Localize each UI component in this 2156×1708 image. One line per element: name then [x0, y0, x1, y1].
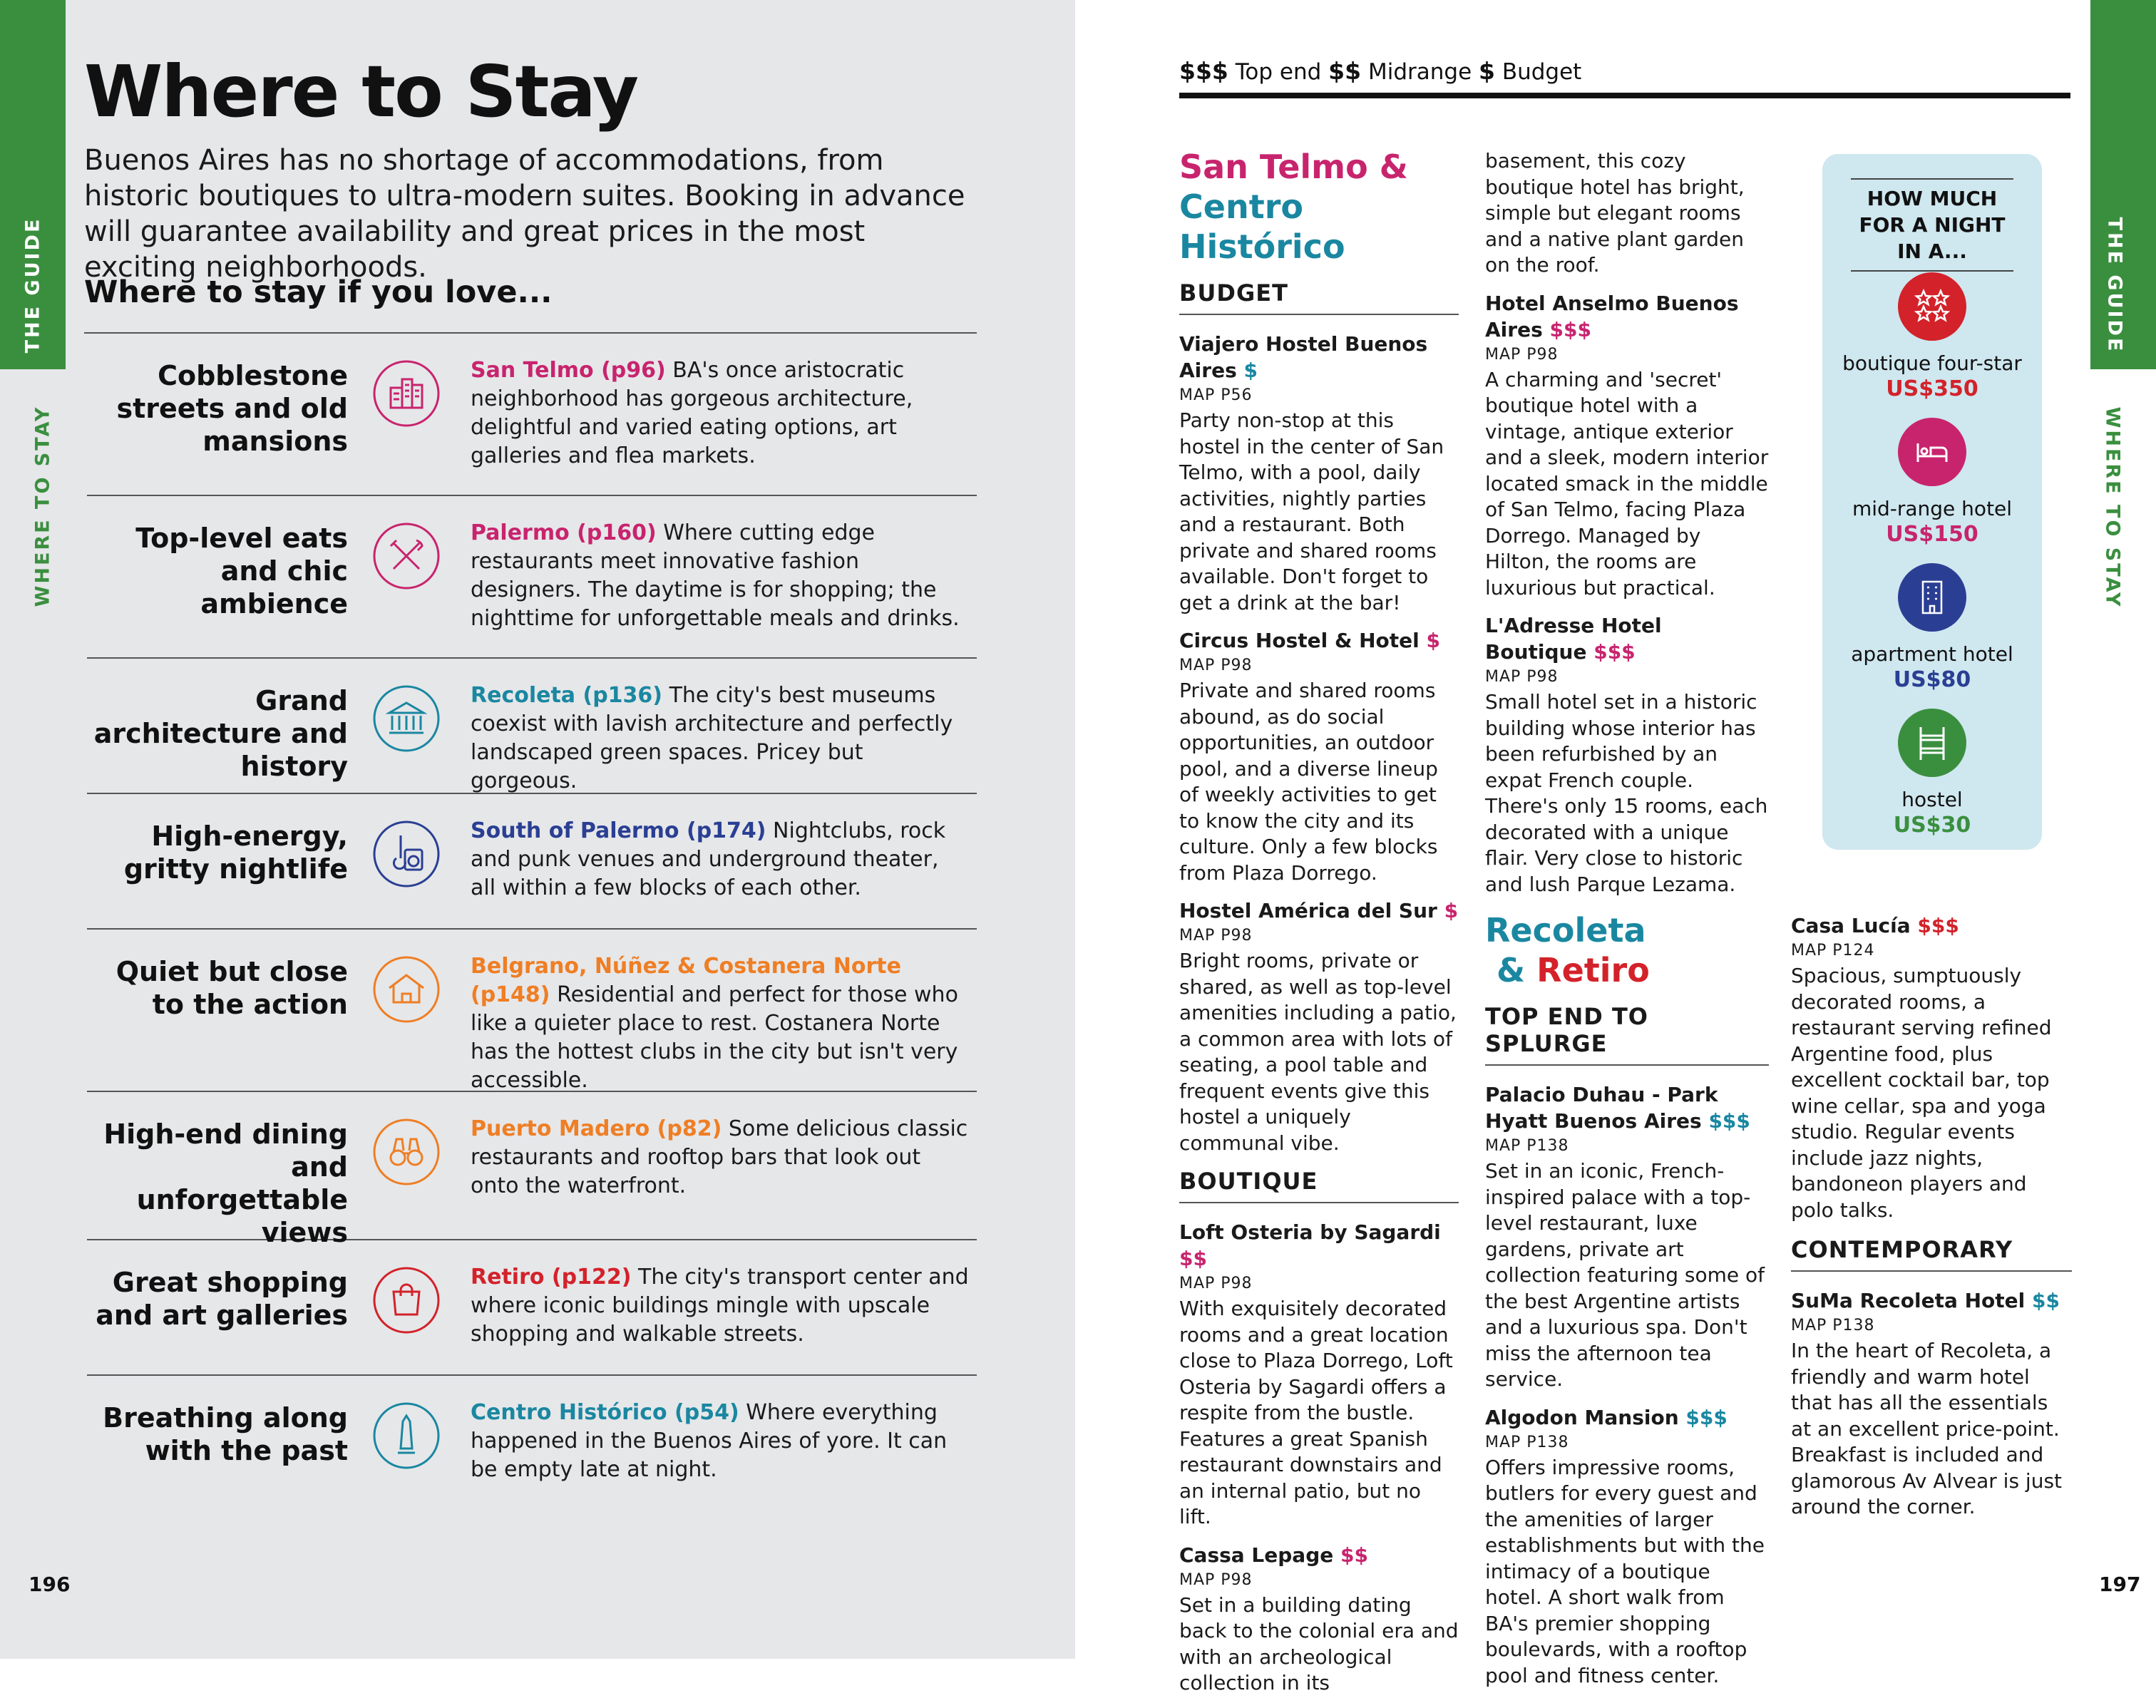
area-heading-a: Recoleta: [1485, 911, 1646, 950]
sidebar-item-price: US$80: [1893, 667, 1971, 692]
love-row-place[interactable]: Palermo (p160): [471, 520, 657, 545]
hotel-name: SuMa Recoleta Hotel: [1791, 1289, 2026, 1312]
sidebar-item-price: US$150: [1886, 522, 1978, 547]
hotel-entry: [1179, 1219, 1459, 1530]
map-ref[interactable]: MAP P124: [1791, 942, 1875, 960]
love-row-desc: The city's best museums coexist with lavish architecture and perfectly landscaped green spaces. Pricey but gorgeous.: [471, 683, 953, 793]
house-icon: [372, 955, 441, 1024]
love-row: [87, 1092, 977, 1248]
page-title: Where to Stay: [84, 50, 638, 133]
map-ref[interactable]: MAP P98: [1179, 657, 1253, 674]
sidebar-item: [1822, 418, 2042, 547]
love-row-place[interactable]: Retiro (p122): [471, 1265, 632, 1290]
map-ref[interactable]: MAP P98: [1485, 345, 1559, 364]
hotel-entry: [1485, 1404, 1769, 1689]
love-row-place[interactable]: San Telmo (p96): [471, 358, 666, 383]
price-tag: $: [1426, 629, 1440, 652]
side-tab-guide-right: THE GUIDE: [2103, 217, 2126, 354]
shopping-bag-icon: [372, 1266, 441, 1334]
legend-rule: [1179, 93, 2070, 98]
love-row-desc: The city's transport center and where iconic buildings mingle with upscale shopping and walkable streets.: [471, 1265, 969, 1347]
area-heading-line1: San Telmo &: [1179, 148, 1408, 186]
hotel-desc: Bright rooms, private or shared, as well as top-level amenities including a patio, a common area with lots of seating, a pool table and frequent events give this hostel a uniquely communal vibe.: [1179, 949, 1457, 1155]
map-ref[interactable]: MAP P98: [1485, 668, 1559, 686]
legend-top-end-symbol: $$$: [1179, 57, 1228, 85]
legend-budget-symbol: $: [1479, 57, 1495, 85]
hotel-desc: Set in a building dating back to the colonial era and with an archeological collection in its: [1179, 1593, 1459, 1694]
hotel-desc: Small hotel set in a historic building whose interior has been refurbished by an expat French couple. There's only 15 rooms, each decorated with a unique flair. Very close to historic and lush Parque Lezama.: [1485, 690, 1768, 896]
fork-knife-icon: [372, 522, 441, 590]
hotel-entry: [1485, 290, 1769, 602]
apartment-building-icon: [1898, 563, 1966, 632]
map-ref[interactable]: MAP P138: [1485, 1433, 1569, 1451]
category-heading: TOP END TO SPLURGE: [1485, 1003, 1769, 1066]
price-legend: [1179, 57, 1581, 85]
love-row: [87, 794, 977, 930]
hotel-desc: In the heart of Recoleta, a friendly and warm hotel that has all the essentials at an excellent price-point. Breakfast is included and glamorous Av Alvear is just around the corner.: [1791, 1339, 2063, 1518]
hotel-name: Hotel Anselmo Buenos Aires: [1485, 291, 1739, 341]
price-tag: $$: [1179, 1247, 1207, 1270]
price-tag: $$$: [1549, 317, 1591, 341]
hotel-desc: Spacious, sumptuously decorated rooms, a restaurant serving refined Argentine food, plus excellent cocktail bar, top wine cellar, spa and yoga studio. Regular events include jazz nights, bandoneon players and polo talks.: [1791, 964, 2052, 1222]
price-tag: $$: [1340, 1543, 1368, 1567]
love-row: [87, 334, 977, 496]
love-row-label: Cobblestone streets and old mansions: [116, 360, 348, 457]
hotel-name: Circus Hostel & Hotel: [1179, 629, 1420, 652]
sidebar-item: [1822, 709, 2042, 838]
legend-midrange-symbol: $$: [1328, 57, 1362, 85]
hotel-desc: A charming and 'secret' boutique hotel with a vintage, antique exterior and a sleek, modern interior located smack in the middle of San Telmo, facing Plaza Dorrego. Managed by Hilton, the rooms are luxurious but practical.: [1485, 367, 1769, 600]
love-row-label: Great shopping and art galleries: [96, 1267, 348, 1331]
love-row: [87, 930, 977, 1092]
love-row-label: Top-level eats and chic ambience: [135, 523, 348, 619]
hotel-entry: [1485, 1081, 1769, 1393]
area-heading-b: Retiro: [1536, 951, 1650, 989]
love-row-text: [471, 952, 970, 1095]
love-row-desc: Some delicious classic restaurants and rooftop bars that look out onto the waterfront.: [471, 1116, 968, 1198]
price-tag: $$$: [1593, 640, 1636, 664]
price-tag: $: [1243, 359, 1258, 382]
sidebar-title: HOW MUCH FOR A NIGHT IN A...: [1851, 178, 2013, 272]
obelisk-icon: [372, 1401, 441, 1470]
love-row-label: Grand architecture and history: [93, 685, 348, 782]
price-sidebar: [1822, 154, 2042, 850]
guitar-speaker-icon: [372, 820, 441, 888]
love-row-desc: Residential and perfect for those who like a quieter place to rest. Costanera Norte has the hottest clubs in the city but isn't very accessible.: [471, 982, 958, 1093]
map-ref[interactable]: MAP P98: [1179, 1275, 1253, 1292]
love-row-desc: BA's once aristocratic neighborhood has gorgeous architecture, delightful and varied eating options, art galleries and flea markets.: [471, 358, 913, 468]
love-row-text: [471, 1399, 970, 1484]
hotel-entry: [1179, 897, 1459, 1156]
hotel-desc: Party non-stop at this hostel in the center of San Telmo, with a pool, daily activities, nightly parties and a restaurant. Both private and shared rooms available. Don't forget to get a drink at the bar!: [1179, 408, 1444, 614]
sidebar-item-label: hostel: [1901, 788, 1963, 811]
love-row-text: [471, 681, 970, 796]
category-heading: BUDGET: [1179, 279, 1459, 315]
love-row-text: [471, 817, 970, 902]
love-row-text: [471, 1115, 970, 1200]
hotel-name: Viajero Hostel Buenos Aires: [1179, 332, 1428, 382]
intro-text: Buenos Aires has no shortage of accommodations, from historic boutiques to ultra-modern suites. Booking in advance will guarantee availability and great prices in the most exciting neighborhoods.: [84, 144, 965, 284]
love-row-place[interactable]: Puerto Madero (p82): [471, 1116, 722, 1141]
love-row-place[interactable]: Belgrano, Núñez & Costanera Norte (p148): [471, 954, 901, 1007]
hotel-desc: Private and shared rooms abound, as do social opportunities, an outdoor pool, and a diverse lineup of weekly activities to get to know the city and its culture. Only a few blocks from Plaza Dorrego.: [1179, 679, 1438, 885]
love-row: [87, 1376, 977, 1511]
price-tag: $$$: [1708, 1109, 1750, 1133]
hotel-entry: [1791, 1287, 2072, 1521]
sidebar-item: [1822, 563, 2042, 693]
sidebar-item-label: apartment hotel: [1851, 642, 2013, 666]
love-row-place[interactable]: Centro Histórico (p54): [471, 1400, 739, 1425]
love-row: [87, 1240, 977, 1376]
price-tag: $$$: [1685, 1405, 1728, 1429]
hotel-entry: [1485, 612, 1769, 897]
area-heading-line2: Centro Histórico: [1179, 187, 1345, 266]
hotel-name: Algodon Mansion: [1485, 1405, 1679, 1429]
side-tab-section-left: WHERE TO STAY: [31, 405, 54, 607]
hotel-desc: Set in an iconic, French-inspired palace with a top-level restaurant, luxe gardens, private art collection featuring some of the best Argentine artists and a luxurious spa. Don't miss the afternoon tea service.: [1485, 1159, 1765, 1391]
column-2: [1485, 148, 1769, 1700]
hotel-name: Palacio Duhau - Park Hyatt Buenos Aires: [1485, 1083, 1718, 1133]
love-row-desc: Where cutting edge restaurants meet innovative fashion designers. The daytime is for shopping; the nighttime for unforgettable meals and drinks.: [471, 520, 960, 631]
area-heading-san-telmo: [1179, 147, 1459, 267]
bed-icon: [1898, 418, 1966, 486]
love-row-text: [471, 519, 970, 633]
column-3: [1791, 912, 2072, 1532]
hotel-name: Casa Lucía: [1791, 914, 1911, 937]
price-tag: $$: [2032, 1289, 2060, 1312]
love-row-place[interactable]: Recoleta (p136): [471, 683, 663, 708]
love-row-place[interactable]: South of Palermo (p174): [471, 818, 766, 843]
love-row: [87, 659, 977, 794]
side-tab-section-right: WHERE TO STAY: [2101, 406, 2124, 609]
price-tag: $: [1444, 899, 1459, 922]
love-row-text: [471, 1263, 970, 1349]
side-tab-guide-left: THE GUIDE: [21, 217, 44, 354]
hotel-desc: Offers impressive rooms, butlers for every guest and the amenities of larger establishments but with the intimacy of a boutique hotel. A short walk from BA's premier shopping boulevards, with a rooftop pool and fitness center.: [1485, 1455, 1765, 1687]
map-ref[interactable]: MAP P56: [1179, 386, 1253, 404]
buildings-icon: [372, 359, 441, 428]
price-tag: $$$: [1917, 914, 1959, 937]
page-number-left: 196: [29, 1573, 71, 1596]
hotel-entry: [1179, 627, 1459, 886]
hotel-name: Cassa Lepage: [1179, 1543, 1334, 1567]
love-row-label: Quiet but close to the action: [115, 956, 348, 1020]
sidebar-item-label: mid-range hotel: [1852, 497, 2013, 520]
love-row: [87, 496, 977, 659]
legend-midrange-label: Midrange: [1361, 59, 1479, 85]
hotel-desc-continued: basement, this cozy boutique hotel has bright, simple but elegant rooms and a native plant garden on the roof.: [1485, 149, 1745, 277]
map-ref[interactable]: MAP P138: [1791, 1317, 1875, 1334]
love-row-desc: Nightclubs, rock and punk venues and underground theater, all within a few blocks of each other.: [471, 818, 946, 900]
hotel-desc: With exquisitely decorated rooms and a great location close to Plaza Dorrego, Loft Osteria by Sagardi offers a respite from the bustle. Features a great Spanish restaurant downstairs and an internal patio, but no lift.: [1179, 1297, 1453, 1528]
legend-budget-label: Budget: [1494, 59, 1582, 85]
museum-icon: [372, 684, 441, 753]
page-number-right: 197: [2099, 1573, 2141, 1596]
hotel-entry: [1179, 1542, 1459, 1697]
category-heading: BOUTIQUE: [1179, 1168, 1459, 1203]
binoculars-icon: [372, 1118, 441, 1186]
love-row-desc: Where everything happened in the Buenos Aires of yore. It can be empty late at night.: [471, 1400, 948, 1482]
column-1: [1179, 147, 1459, 1708]
hotel-name: Hostel América del Sur: [1179, 899, 1437, 922]
sidebar-item-price: US$350: [1886, 376, 1978, 401]
love-row-label: Breathing along with the past: [103, 1402, 348, 1466]
hotel-name: L'Adresse Hotel Boutique: [1485, 614, 1662, 664]
legend-top-end-label: Top end: [1228, 59, 1329, 85]
area-heading-amp: &: [1485, 951, 1537, 989]
love-row-text: [471, 356, 970, 470]
love-row-label: High-end dining and unforgettable views: [103, 1118, 348, 1248]
bunk-bed-icon: [1898, 709, 1966, 777]
area-heading-recoleta: [1485, 910, 1769, 990]
hotel-entry: [1791, 912, 2072, 1223]
love-row-label: High-energy, gritty nightlife: [123, 820, 348, 885]
map-ref[interactable]: MAP P138: [1485, 1137, 1569, 1155]
love-heading: Where to stay if you love...: [84, 274, 553, 310]
sidebar-item-label: boutique four-star: [1842, 351, 2022, 375]
map-ref[interactable]: MAP P98: [1179, 927, 1253, 945]
category-heading: CONTEMPORARY: [1791, 1236, 2072, 1272]
hotel-name: Loft Osteria by Sagardi: [1179, 1220, 1441, 1244]
sidebar-item-price: US$30: [1893, 813, 1971, 838]
sidebar-item: [1822, 272, 2042, 402]
map-ref[interactable]: MAP P98: [1179, 1570, 1253, 1589]
hotel-entry: [1179, 331, 1459, 616]
four-stars-icon: [1898, 272, 1966, 341]
